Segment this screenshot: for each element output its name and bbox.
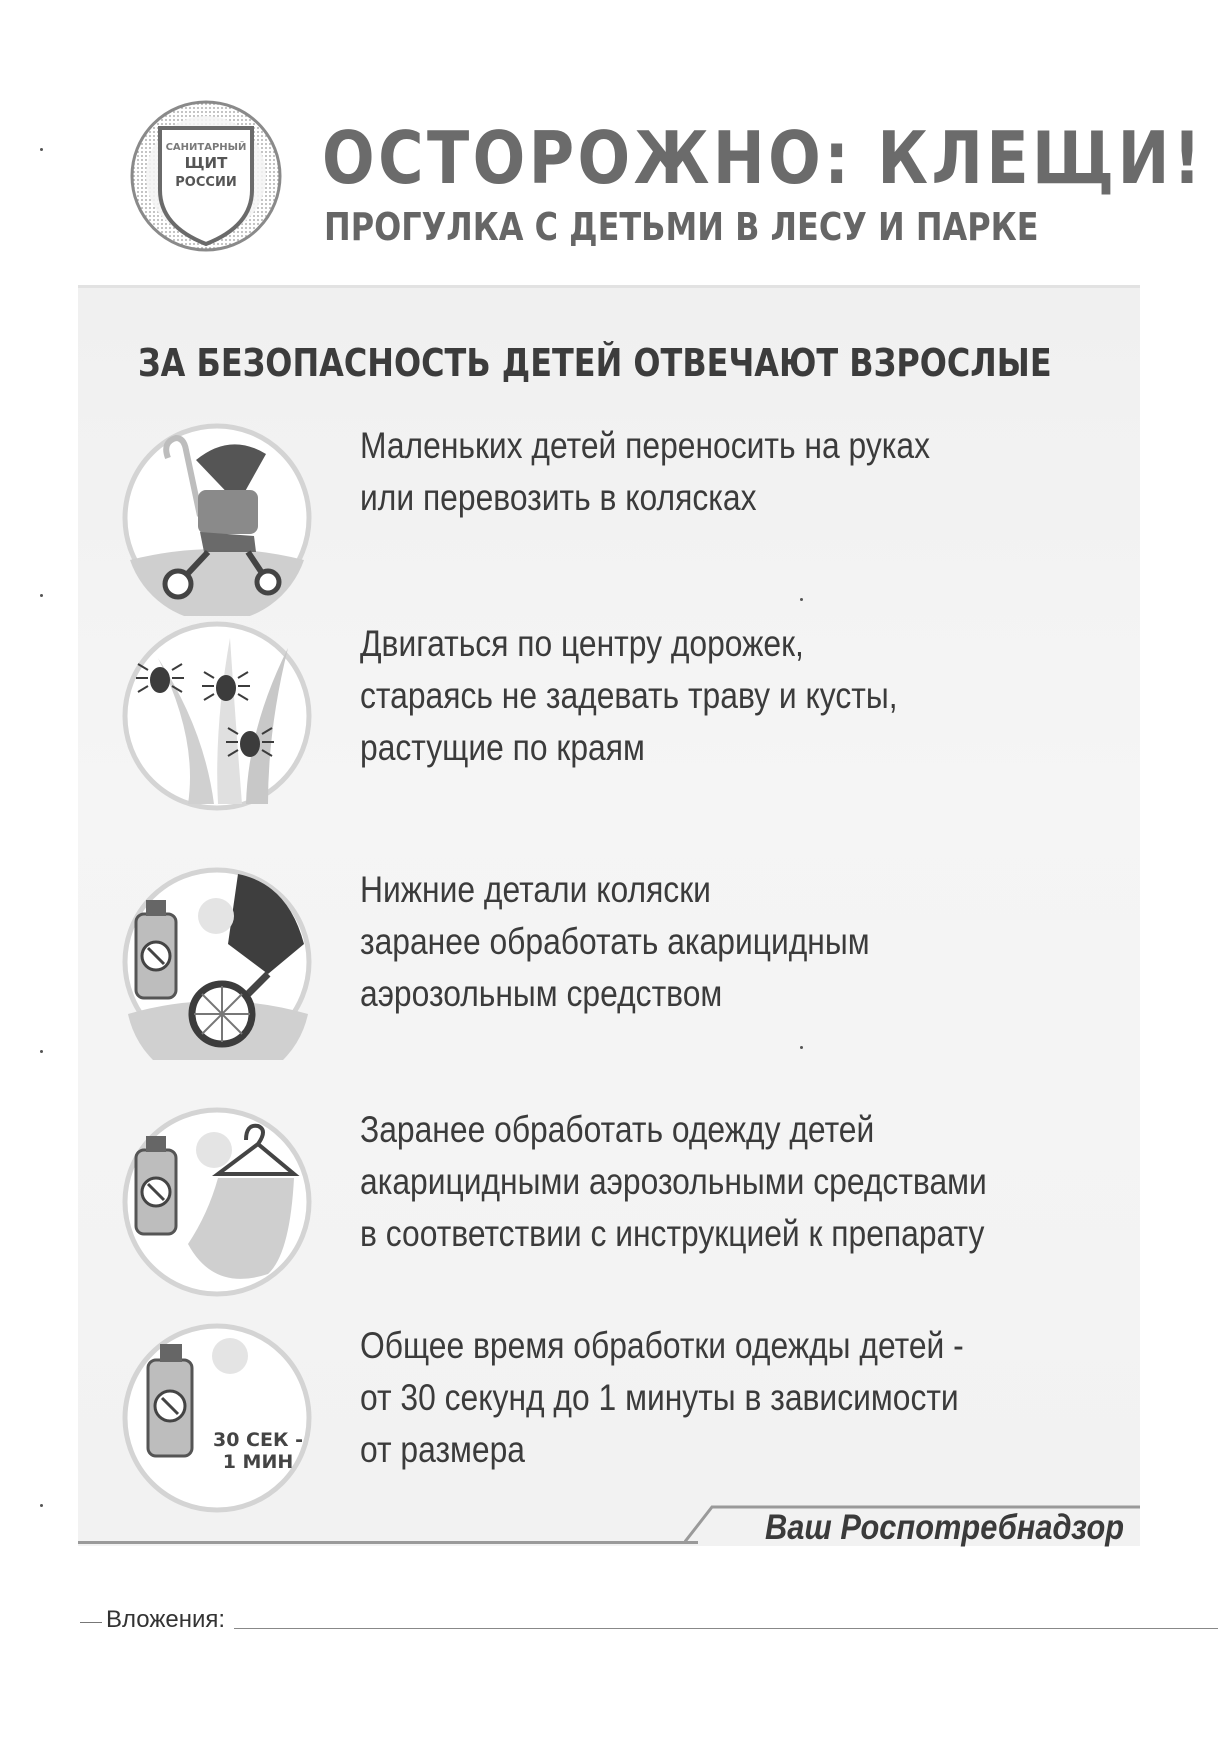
scan-speck (40, 148, 43, 151)
emblem-line-3: РОССИИ (175, 175, 237, 190)
scan-speck (40, 1504, 43, 1507)
scan-speck (800, 598, 803, 601)
advice-text-line: от 30 секунд до 1 минуты в зависимости (360, 1377, 959, 1418)
advice-text-line: Нижние детали коляски (360, 869, 711, 910)
panel-heading: ЗА БЕЗОПАСНОСТЬ ДЕТЕЙ ОТВЕЧАЮТ ВЗРОСЛЫЕ (138, 341, 1052, 385)
advice-item (118, 1320, 1118, 1516)
advice-text-line: в соответствии с инструкцией к препарату (360, 1213, 985, 1254)
spray-clothes-icon (118, 1104, 316, 1300)
attachments-dash (80, 1622, 102, 1623)
timer-label-line-1: 30 СЕК - (212, 1429, 304, 1451)
advice-item (118, 864, 1118, 1060)
advice-text-line: от размера (360, 1429, 526, 1470)
advice-text-line: Общее время обработки одежды детей - (360, 1325, 964, 1366)
attachments-line (80, 1606, 1140, 1636)
sanitary-shield-emblem-icon (128, 98, 284, 254)
advice-text-line: или перевозить в колясках (360, 477, 757, 518)
spray-timer-icon (118, 1320, 316, 1516)
advice-item (118, 420, 1118, 616)
advice-text-line: растущие по краям (360, 727, 645, 768)
attachments-rule (234, 1628, 1218, 1629)
advice-item (118, 618, 1118, 814)
advice-text-line: акарицидными аэрозольными средствами (360, 1161, 987, 1202)
attachments-label: Вложения: (106, 1606, 226, 1633)
page-title: ОСТОРОЖНО: КЛЕЩИ! (322, 116, 1205, 200)
advice-text-line: заранее обработать акарицидным (360, 921, 870, 962)
scan-speck (40, 1050, 43, 1053)
advice-text-line: Маленьких детей переносить на руках (360, 425, 931, 466)
advice-text-line: аэрозольным средством (360, 973, 723, 1014)
signature: Ваш Роспотребнадзор (765, 1508, 1125, 1547)
emblem-line-1: САНИТАРНЫЙ (165, 142, 247, 153)
advice-item (118, 1104, 1118, 1300)
ticks-on-grass-icon (118, 618, 316, 814)
advice-text-line: Двигаться по центру дорожек, (360, 623, 804, 664)
advice-text-line: стараясь не задевать траву и кусты, (360, 675, 898, 716)
scan-speck (800, 1046, 803, 1049)
timer-label-line-2: 1 МИН (222, 1451, 294, 1473)
spray-stroller-wheel-icon (118, 864, 316, 1060)
advice-text-line: Заранее обработать одежду детей (360, 1109, 875, 1150)
stroller-icon (118, 420, 316, 616)
emblem-line-2: ЩИТ (184, 154, 228, 172)
page-subtitle: ПРОГУЛКА С ДЕТЬМИ В ЛЕСУ И ПАРКЕ (324, 205, 1039, 249)
scan-speck (40, 594, 43, 597)
panel-divider (78, 1541, 698, 1544)
